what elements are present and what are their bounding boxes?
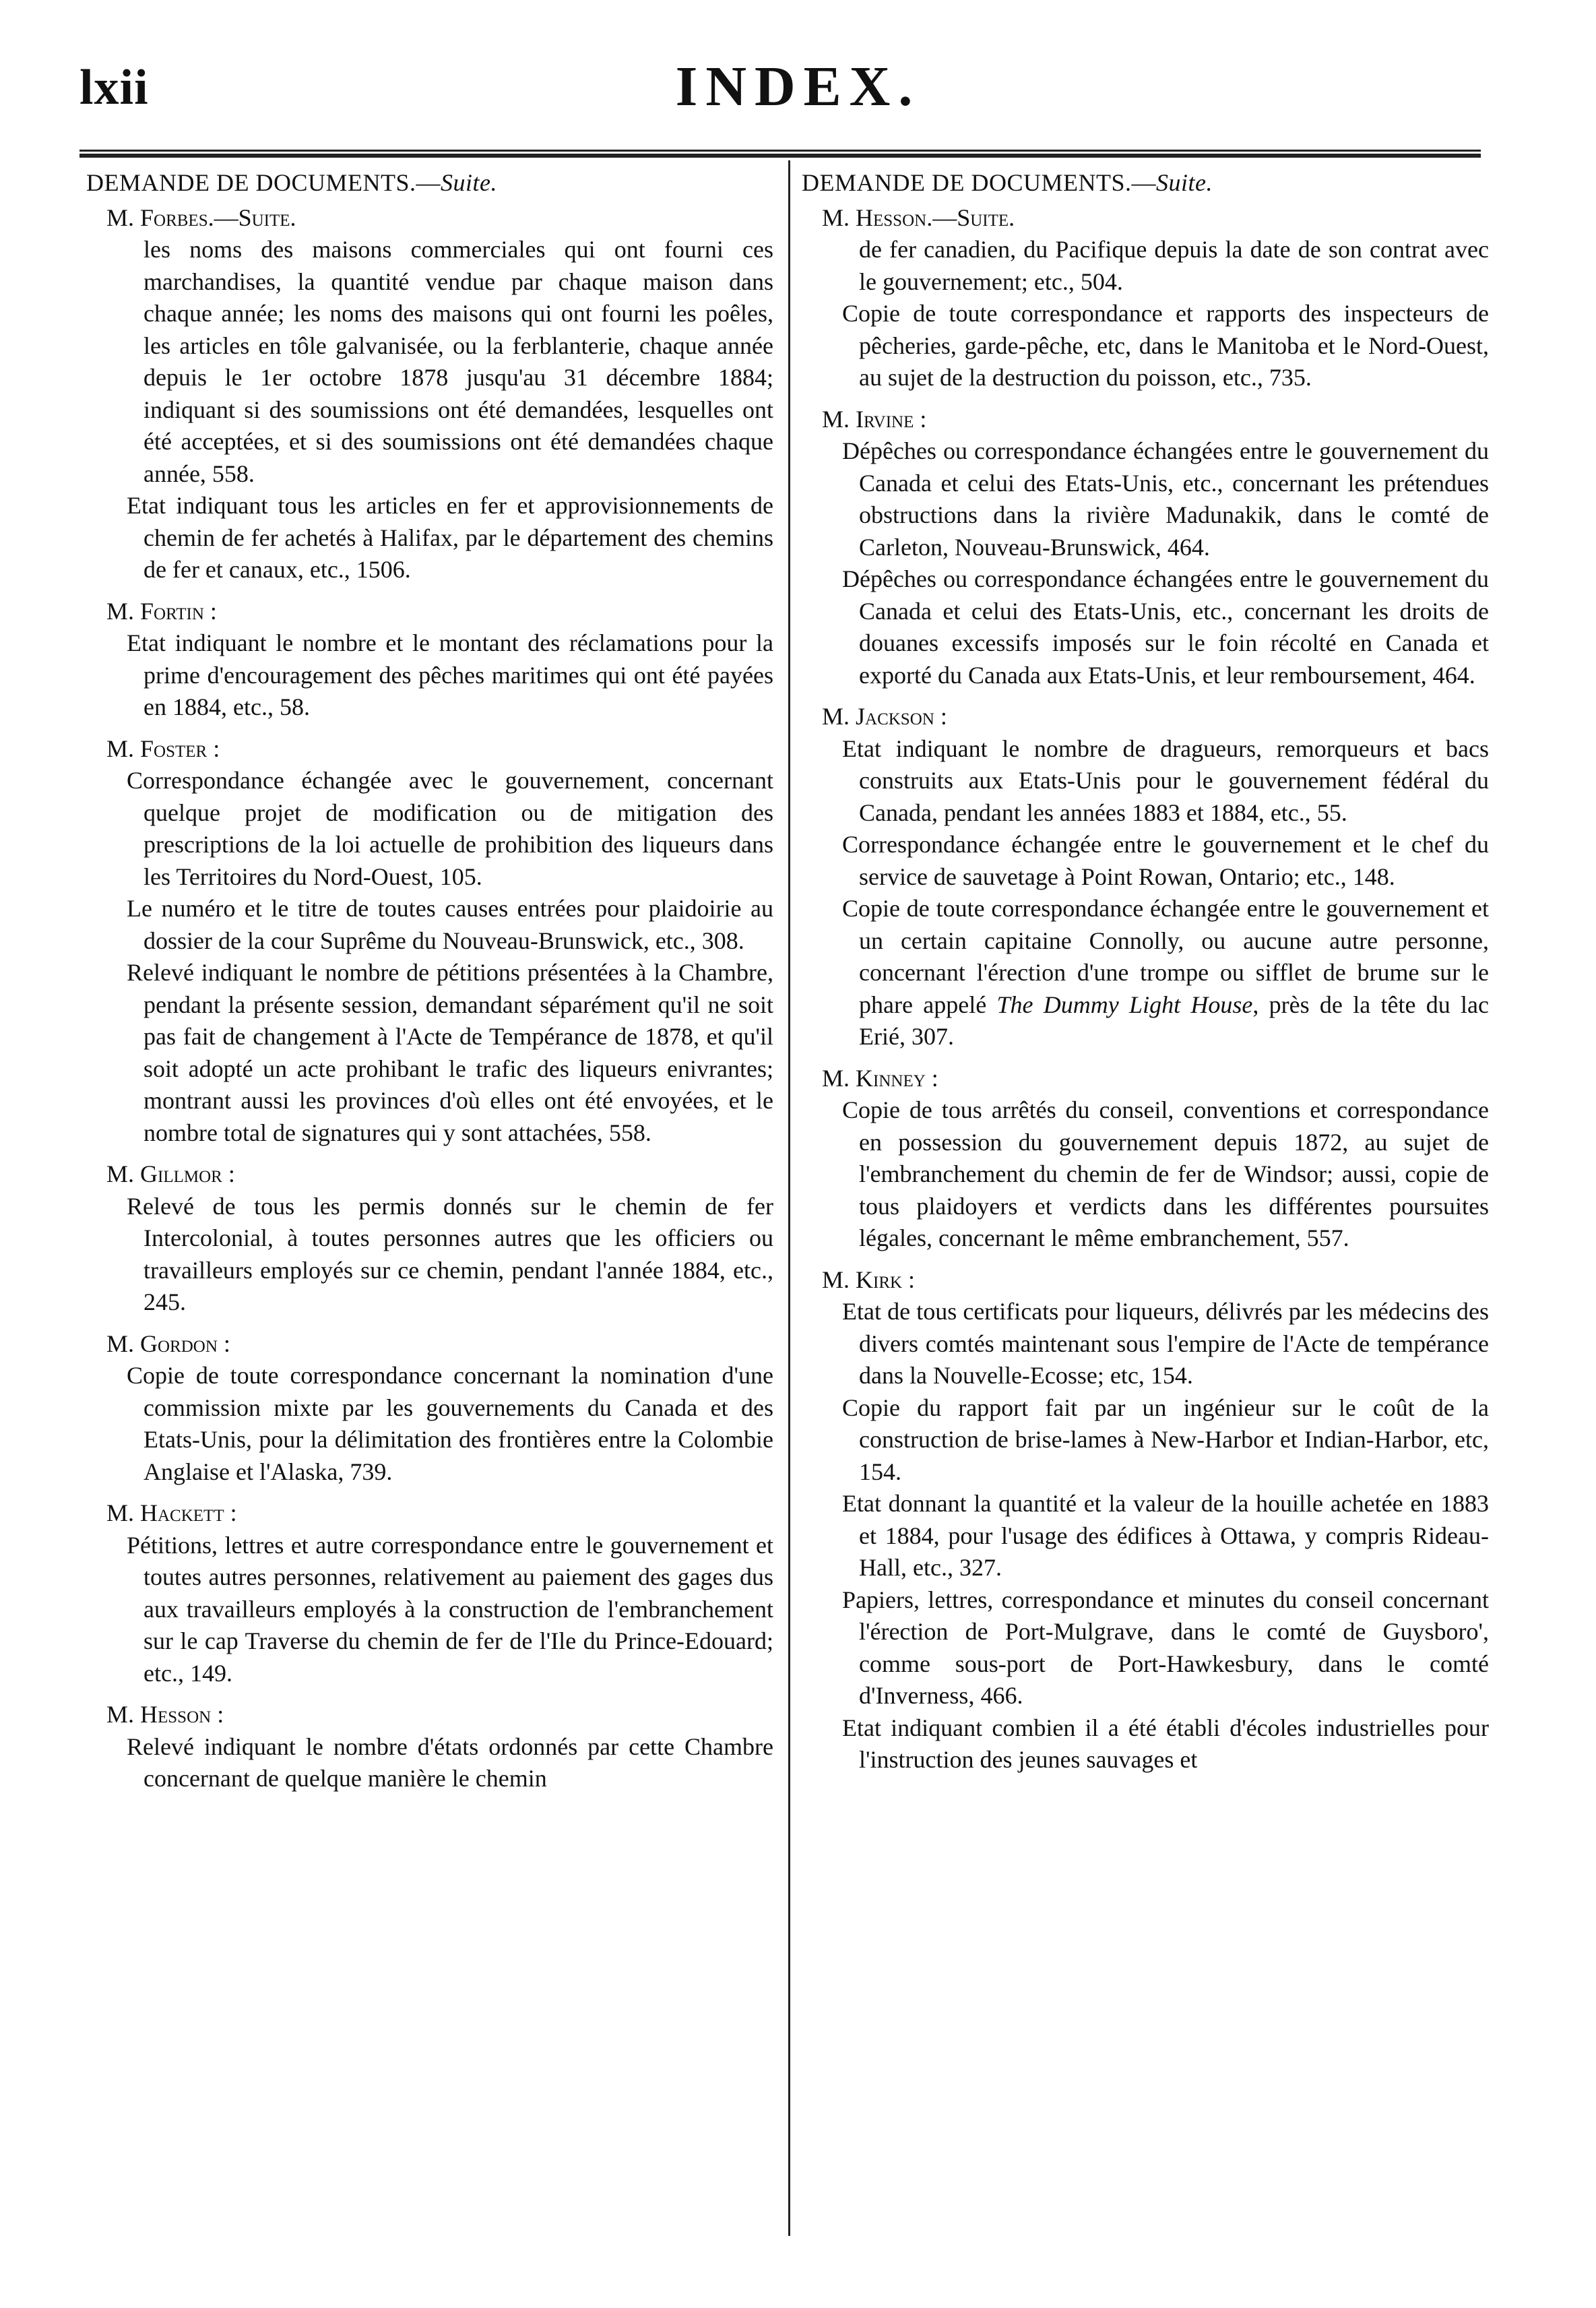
header-rule-thick [79, 154, 1481, 158]
index-person-name: M. Gillmor : [106, 1160, 235, 1187]
index-person-name: M. Kirk : [822, 1266, 916, 1293]
index-person-name: M. Gordon : [106, 1330, 230, 1357]
index-person-name: M. Jackson : [822, 703, 947, 730]
index-entry [819, 893, 1489, 1053]
column-divider [788, 160, 790, 2236]
index-entry: Copie du rapport fait par un ingénieur sur le coût de la construction de brise-lames à New-Harbor et Indian-Harbor, etc, 154. [842, 1394, 1489, 1485]
index-entry: Correspondance échangée entre le gouvernement et le chef du service de sauvetage à Point Rowan, Ontario; etc., 148. [842, 831, 1489, 890]
section-header-suffix: Suite. [1156, 169, 1213, 196]
entry-italic-text: The Dummy Light House [996, 991, 1253, 1018]
entry-text: Copie de toute correspondance échangée entre le gouvernement et un certain capitaine Connolly, ou aucune autre personne, concernant l'érection d'une trompe ou sifflet de brume sur le phare appelé [842, 895, 1489, 1018]
page-title: INDEX. [675, 55, 921, 118]
index-entry: Relevé de tous les permis donnés sur le chemin de fer Intercolonial, à toutes personnes autres que les officiers ou travailleurs employés sur ce chemin, pendant l'année 1884, etc., 245. [127, 1192, 773, 1315]
left-column [86, 167, 773, 1795]
index-person-name: M. Fortin : [106, 597, 217, 625]
index-entry: Etat indiquant le nombre et le montant des réclamations pour la prime d'encouragement des pêches maritimes qui ont été payées en 1884, etc., 58. [127, 629, 773, 720]
index-person-name: M. Hesson : [106, 1701, 224, 1728]
index-entry-continued: les noms des maisons commerciales qui ont fourni ces marchandises, la quantité vendue par chaque maison dans chaque année; les noms des maisons qui ont fourni les poêles, les articles en tôle galvanisée, ou la ferblanterie, chaque année depuis le 1er octobre 1878 jusqu'au 31 décembre 1884; indiquant si des soumissions ont été demandées, lesquelles ont été acceptées, et si des soumissions ont été demandées chaque année, 558. [143, 236, 773, 487]
index-person-name: M. Hackett : [106, 1499, 237, 1526]
right-entries [802, 202, 1489, 1776]
index-entry: Etat indiquant tous les articles en fer et approvisionnements de chemin de fer achetés à Halifax, par le département des chemins de fer et canaux, etc., 1506. [127, 492, 773, 583]
header-rule-thin [79, 150, 1481, 152]
index-entry: Etat indiquant combien il a été établi d'écoles industrielles pour l'instruction des jeunes sauvages et [842, 1714, 1489, 1773]
section-header [86, 167, 773, 199]
index-entry: Relevé indiquant le nombre d'états ordonnés par cette Chambre concernant de quelque manière le chemin [127, 1733, 773, 1792]
index-person-name: M. Forbes.—Suite. [106, 204, 296, 231]
index-entry: Dépêches ou correspondance échangées entre le gouvernement du Canada et celui des Etats-Unis, etc., concernant les prétendues obstructions dans la rivière Madunakik, dans le comté de Carleton, Nouveau-Brunswick, 464. [842, 437, 1489, 561]
section-header [802, 167, 1489, 199]
index-entry: Copie de toute correspondance concernant la nomination d'une commission mixte par les gouvernements du Canada et des Etats-Unis, pour la délimitation des frontières entre la Colombie Anglaise et l'Alaska, 739. [127, 1362, 773, 1485]
entry-text: , près de la tête du lac Erié, 307. [859, 991, 1489, 1050]
right-column [802, 167, 1489, 1776]
index-entry: Pétitions, lettres et autre correspondance entre le gouvernement et toutes autres personnes, relativement au paiement des gages dus aux travailleurs employés à la construction de l'embranchement sur le cap Traverse du chemin de fer de l'Ile du Prince-Edouard; etc., 149. [127, 1531, 773, 1687]
index-person-name: M. Irvine : [822, 405, 927, 433]
index-person-name: M. Foster : [106, 735, 220, 762]
index-entry: Etat de tous certificats pour liqueurs, délivrés par les médecins des divers comtés maintenant sous l'empire de l'Acte de tempérance dans la Nouvelle-Ecosse; etc, 154. [842, 1298, 1489, 1389]
section-header-text: DEMANDE DE DOCUMENTS.— [86, 169, 441, 196]
index-entry: Copie de tous arrêtés du conseil, conventions et correspondance en possession du gouvernement depuis 1872, au sujet de l'embranchement du chemin de fer de Windsor; aussi, copie de tous plaidoyers et verdicts dans les différentes poursuites légales, concernant le même embranchement, 557. [842, 1096, 1489, 1251]
section-header-suffix: Suite. [441, 169, 497, 196]
index-entry: Etat donnant la quantité et la valeur de la houille achetée en 1883 et 1884, pour l'usage des édifices à Ottawa, y compris Rideau-Hall, etc., 327. [842, 1490, 1489, 1581]
index-entry: Etat indiquant le nombre de dragueurs, remorqueurs et bacs construits aux Etats-Unis pour le gouvernement fédéral du Canada, pendant les années 1883 et 1884, etc., 55. [842, 735, 1489, 826]
index-person-name: M. Kinney : [822, 1064, 938, 1092]
section-header-text: DEMANDE DE DOCUMENTS.— [802, 169, 1156, 196]
index-entry: Correspondance échangée avec le gouvernement, concernant quelque projet de modification ou de mitigation des prescriptions de la loi actuelle de prohibition des liqueurs dans les Territoires du Nord-Ouest, 105. [127, 767, 773, 890]
index-entry: Dépêches ou correspondance échangées entre le gouvernement du Canada et celui des Etats-Unis, etc., concernant les droits de douanes excessifs imposés sur le foin récolté en Canada et exporté du Canada aux Etats-Unis, et leur remboursement, 464. [842, 565, 1489, 689]
page-number: lxii [79, 60, 149, 115]
index-person-name: M. Hesson.—Suite. [822, 204, 1015, 231]
index-entry: Copie de toute correspondance et rapports des inspecteurs de pêcheries, garde-pêche, etc, dans le Manitoba et le Nord-Ouest, au sujet de la destruction du poisson, etc., 735. [842, 300, 1489, 391]
left-entries [86, 202, 773, 1795]
index-entry: Relevé indiquant le nombre de pétitions présentées à la Chambre, pendant la présente session, demandant séparément qu'il ne soit pas fait de changement à l'Acte de Tempérance de 1878, et qu'il soit adopté un acte prohibant le trafic des liqueurs enivrantes; montrant aussi les provinces d'où elles ont été envoyées, et le nombre total de signatures qui y sont attachées, 558. [127, 959, 773, 1146]
index-entry: Papiers, lettres, correspondance et minutes du conseil concernant l'érection de Port-Mulgrave, dans le comté de Guysboro', comme sous-port de Port-Hawkesbury, dans le comté d'Inverness, 466. [842, 1586, 1489, 1709]
index-entry-continued: de fer canadien, du Pacifique depuis la date de son contrat avec le gouvernement; etc., 504. [859, 236, 1489, 295]
index-entry: Le numéro et le titre de toutes causes entrées pour plaidoirie au dossier de la cour Suprême du Nouveau-Brunswick, etc., 308. [127, 895, 773, 954]
